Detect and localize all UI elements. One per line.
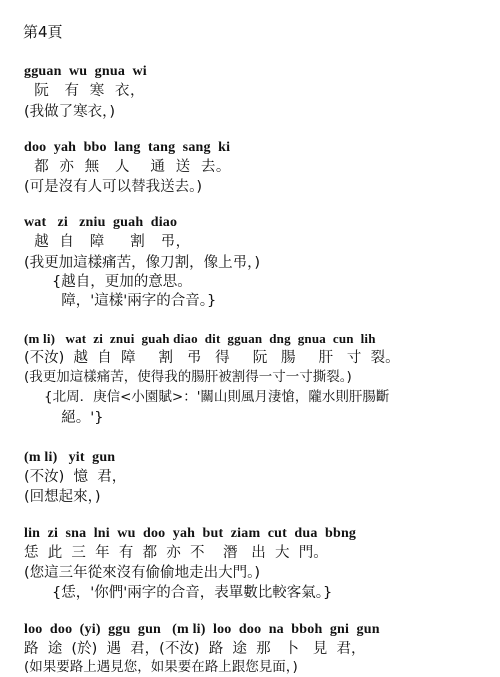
- translation-line: (我更加這樣痛苦，使得我的腸肝被割得一寸一寸撕裂。): [24, 369, 352, 385]
- translation-line: (回想起來，): [24, 489, 101, 505]
- translation-line: (可是沒有人可以替我送去。): [24, 179, 203, 195]
- romanization-line: lin zi sna lni wu doo yah but ziam cut dua bbng: [24, 526, 357, 541]
- note-line: {越自，更加的意思。: [52, 274, 192, 290]
- note-line: {北周．庚信<小園賦>：'關山則風月淒愴，隴水則肝腸斷: [44, 389, 390, 405]
- romanization-line: (m li) yit gun: [24, 450, 116, 465]
- hanzi-line: 恁 此 三 年 有 都 亦 不 潛 出 大 門。: [24, 545, 328, 561]
- translation-line: (您這三年從來沒有偷偷地走出大門。): [24, 565, 261, 581]
- romanization-line: wat zi zniu guah diao: [24, 215, 178, 230]
- note-line: 絕。'}: [52, 410, 104, 426]
- hanzi-line: 都 亦 無 人 通 送 去。: [24, 159, 231, 175]
- translation-line: (如果要路上遇見您，如果要在路上跟您見面，): [24, 659, 298, 675]
- translation-line: (我更加這樣痛苦，像刀割，像上弔，): [24, 255, 261, 271]
- hanzi-line: (不汝) 越 自 障 割 弔 得 阮 腸 肝 寸 裂。: [24, 350, 400, 366]
- note-line: 障，'這樣'兩字的合音。}: [52, 293, 217, 309]
- note-line: {恁，'你們'兩字的合音，表單數比較客氣。}: [52, 585, 333, 601]
- hanzi-line: 路 途 (於) 遇 君，(不汝) 路 途 那 卜 見 君，: [24, 641, 366, 657]
- romanization-line: loo doo (yi) ggu gun (m li) loo doo na bboh gni gun: [24, 622, 380, 637]
- romanization-line: (m li) wat zi znui guah diao dit gguan dng gnua cun lih: [24, 331, 376, 346]
- hanzi-line: 阮 有 寒 衣，: [24, 83, 145, 99]
- translation-line: (我做了寒衣，): [24, 104, 116, 120]
- page-label: 第4頁: [23, 23, 63, 41]
- hanzi-line: (不汝) 憶 君，: [24, 469, 127, 485]
- hanzi-line: 越 自 障 割 弔，: [24, 234, 191, 250]
- romanization-line: gguan wu gnua wi: [24, 64, 147, 79]
- romanization-line: doo yah bbo lang tang sang ki: [24, 140, 231, 155]
